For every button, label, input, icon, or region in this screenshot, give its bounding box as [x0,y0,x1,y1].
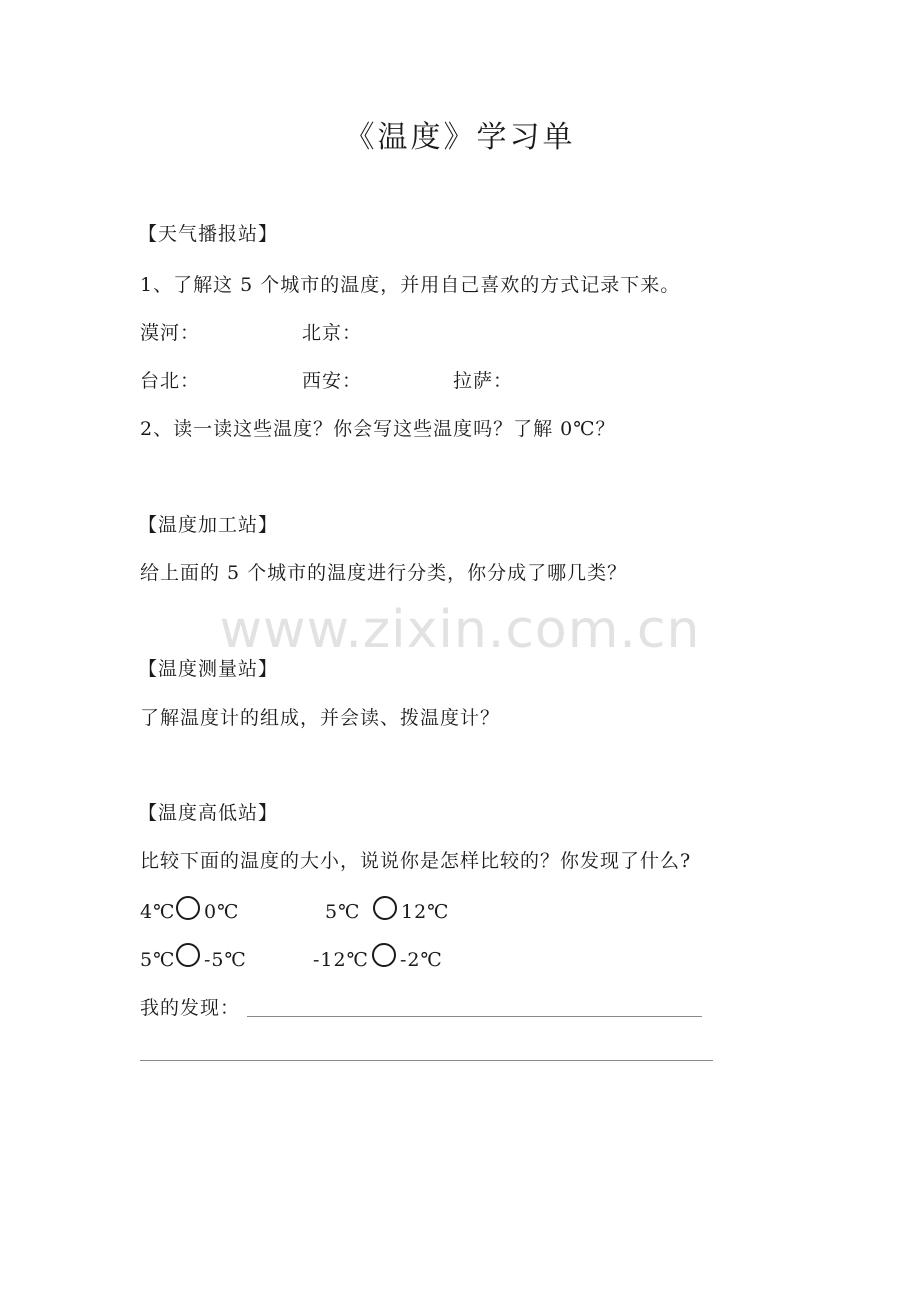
section-header-weather: 【天气播报站】 [138,223,279,245]
page-title: 《温度》学习单 [344,120,576,155]
compare-1-left: 4℃ [140,901,176,923]
compare-1-right: 0℃ [204,901,240,923]
compare-1-circle[interactable] [176,896,200,924]
watermark: www.zixin.com.cn [219,600,701,660]
city-label-lhasa: 拉萨： [453,370,514,392]
compare-2-left: 5℃ [325,901,361,923]
compare-4-right: -2℃ [400,949,443,971]
city-label-taipei: 台北： [140,370,201,392]
section4-text: 比较下面的温度的大小，说说你是怎样比较的？你发现了什么? [140,850,692,872]
section2-text: 给上面的 5 个城市的温度进行分类，你分成了哪几类？ [140,562,628,584]
question-1: 1、了解这 5 个城市的温度，并用自己喜欢的方式记录下来。 [140,274,681,296]
city-label-beijing: 北京： [302,322,363,344]
section3-text: 了解温度计的组成，并会读、拨温度计？ [140,707,501,729]
finding-label: 我的发现： [140,997,241,1019]
finding-answer-line-2[interactable] [140,1060,713,1061]
compare-2-circle[interactable] [373,896,397,924]
question-2: 2、读一读这些温度？你会写这些温度吗？了解 0℃？ [140,418,616,440]
city-label-mohe: 漠河： [140,322,201,344]
compare-3-left: 5℃ [140,949,176,971]
section-header-measurement: 【温度测量站】 [138,658,279,680]
compare-4-circle[interactable] [372,943,396,971]
section-header-processing: 【温度加工站】 [138,514,279,536]
city-label-xian: 西安： [302,370,363,392]
compare-2-right: 12℃ [401,901,450,923]
compare-3-circle[interactable] [176,943,200,971]
compare-4-left: -12℃ [313,949,369,971]
section-header-comparison: 【温度高低站】 [138,802,279,824]
compare-3-right: -5℃ [204,949,247,971]
finding-answer-line-1[interactable] [247,1016,702,1017]
